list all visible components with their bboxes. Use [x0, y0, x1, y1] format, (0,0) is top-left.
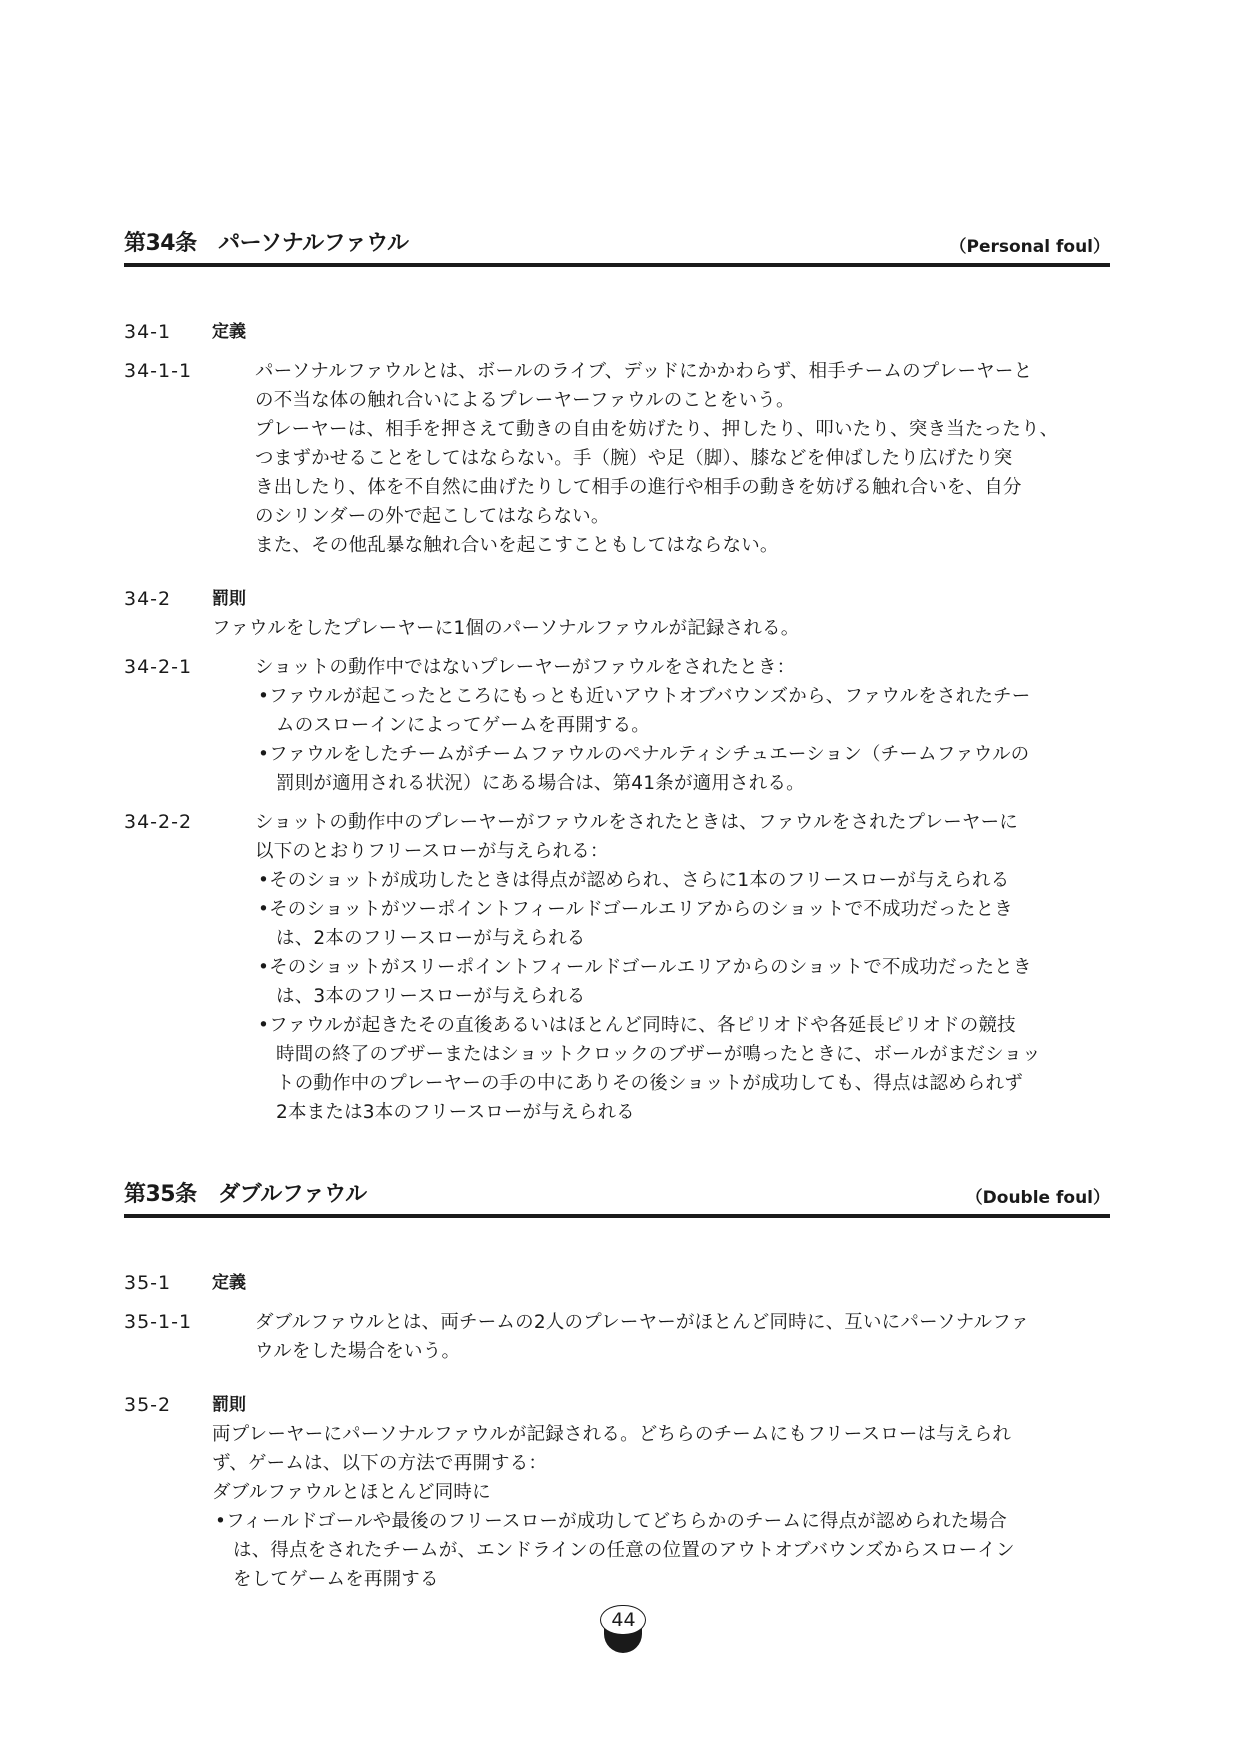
text-line: トの動作中のプレーヤーの手の中にありその後ショットが成功しても、得点は認められず [276, 1073, 1023, 1094]
clause-number: 35-1-1 [124, 1311, 193, 1333]
article-35-english-title: （Double foul） [965, 1188, 1110, 1208]
text-line: プレーヤーは、相手を押さえて動きの自由を妨げたり、押したり、叩いたり、突き当たったり、 [255, 419, 1059, 440]
section-number: 35-1 [124, 1272, 172, 1294]
text-line: ショットの動作中のプレーヤーがファウルをされたときは、ファウルをされたプレーヤーに [255, 812, 1019, 833]
bullet-line: •そのショットが成功したときは得点が認められ、さらに1本のフリースローが与えられる [258, 870, 1010, 891]
text-line: は、得点をされたチームが、エンドラインの任意の位置のアウトオブバウンズからスローイン [233, 1540, 1015, 1561]
bullet-line: •そのショットがツーポイントフィールドゴールエリアからのショットで不成功だったとき [258, 899, 1013, 920]
text-line: また、その他乱暴な触れ合いを起こすこともしてはならない。 [255, 535, 779, 556]
section-label: 定義 [212, 1273, 246, 1293]
bullet-line: •ファウルが起きたその直後あるいはほとんど同時に、各ピリオドや各延長ピリオドの競技 [258, 1015, 1016, 1036]
text-line: のシリンダーの外で起こしてはならない。 [255, 506, 610, 527]
text-line: ダブルファウルとは、両チームの2人のプレーヤーがほとんど同時に、互いにパーソナルファ [255, 1312, 1030, 1333]
section-label: 罰則 [212, 1395, 246, 1415]
text-line: ムのスローインによってゲームを再開する。 [276, 715, 651, 736]
article-34-english-title: （Personal foul） [949, 237, 1110, 257]
text-line: ダブルファウルとほとんど同時に [212, 1482, 491, 1503]
bullet-line: •フィールドゴールや最後のフリースローが成功してどちらかのチームに得点が認められた場合 [215, 1511, 1007, 1532]
bullet-line: •ファウルをしたチームがチームファウルのペナルティシチュエーション（チームファウルの [258, 744, 1030, 765]
article-35-header [124, 1178, 1110, 1208]
article-35-rule [124, 1214, 1110, 1218]
clause-number: 34-1-1 [124, 360, 193, 382]
section-number: 34-1 [124, 321, 172, 343]
text-line: ウルをした場合をいう。 [255, 1341, 461, 1362]
section-number: 34-2 [124, 588, 172, 610]
text-line: 両プレーヤーにパーソナルファウルが記録される。どちらのチームにもフリースローは与えられ [212, 1424, 1012, 1445]
clause-number: 34-2-2 [124, 811, 193, 833]
bullet-line: •ファウルが起こったところにもっとも近いアウトオブバウンズから、ファウルをされたチー [258, 686, 1031, 707]
text-line: は、3本のフリースローが与えられる [276, 986, 586, 1007]
bullet-line: •そのショットがスリーポイントフィールドゴールエリアからのショットで不成功だったとき [258, 957, 1032, 978]
article-34-title: 第34条 パーソナルファウル [124, 231, 409, 256]
article-35-title: 第35条 ダブルファウル [124, 1182, 367, 1207]
section-number: 35-2 [124, 1394, 172, 1416]
text-line: ショットの動作中ではないプレーヤーがファウルをされたとき： [255, 657, 796, 678]
clause-number: 34-2-1 [124, 656, 193, 678]
text-line: 時間の終了のブザーまたはショットクロックのブザーが鳴ったときに、ボールがまだショッ [276, 1044, 1041, 1065]
page-number: 44 [611, 1609, 636, 1631]
section-label: 定義 [212, 322, 246, 342]
text-line: ず、ゲームは、以下の方法で再開する： [212, 1453, 548, 1474]
page-number-badge [600, 1605, 646, 1657]
article-34-rule [124, 263, 1110, 267]
article-34-header [124, 227, 1110, 257]
text-line: の不当な体の触れ合いによるプレーヤーファウルのことをいう。 [255, 390, 795, 411]
text-line: き出したり、体を不自然に曲げたりして相手の進行や相手の動きを妨げる触れ合いを、自分 [255, 477, 1022, 498]
text-line: 以下のとおりフリースローが与えられる： [255, 841, 609, 862]
text-line: 罰則が適用される状況）にある場合は、第41条が適用される。 [276, 773, 805, 794]
text-line: をしてゲームを再開する [233, 1569, 439, 1590]
text-line: パーソナルファウルとは、ボールのライブ、デッドにかかわらず、相手チームのプレーヤーと [255, 361, 1033, 382]
section-label: 罰則 [212, 589, 246, 609]
text-line: は、2本のフリースローが与えられる [276, 928, 586, 949]
text-line: ファウルをしたプレーヤーに1個のパーソナルファウルが記録される。 [212, 618, 800, 639]
text-line: つまずかせることをしてはならない。手（腕）や足（脚）、膝などを伸ばしたり広げたり突 [255, 448, 1013, 469]
text-line: 2本または3本のフリースローが与えられる [276, 1102, 635, 1123]
